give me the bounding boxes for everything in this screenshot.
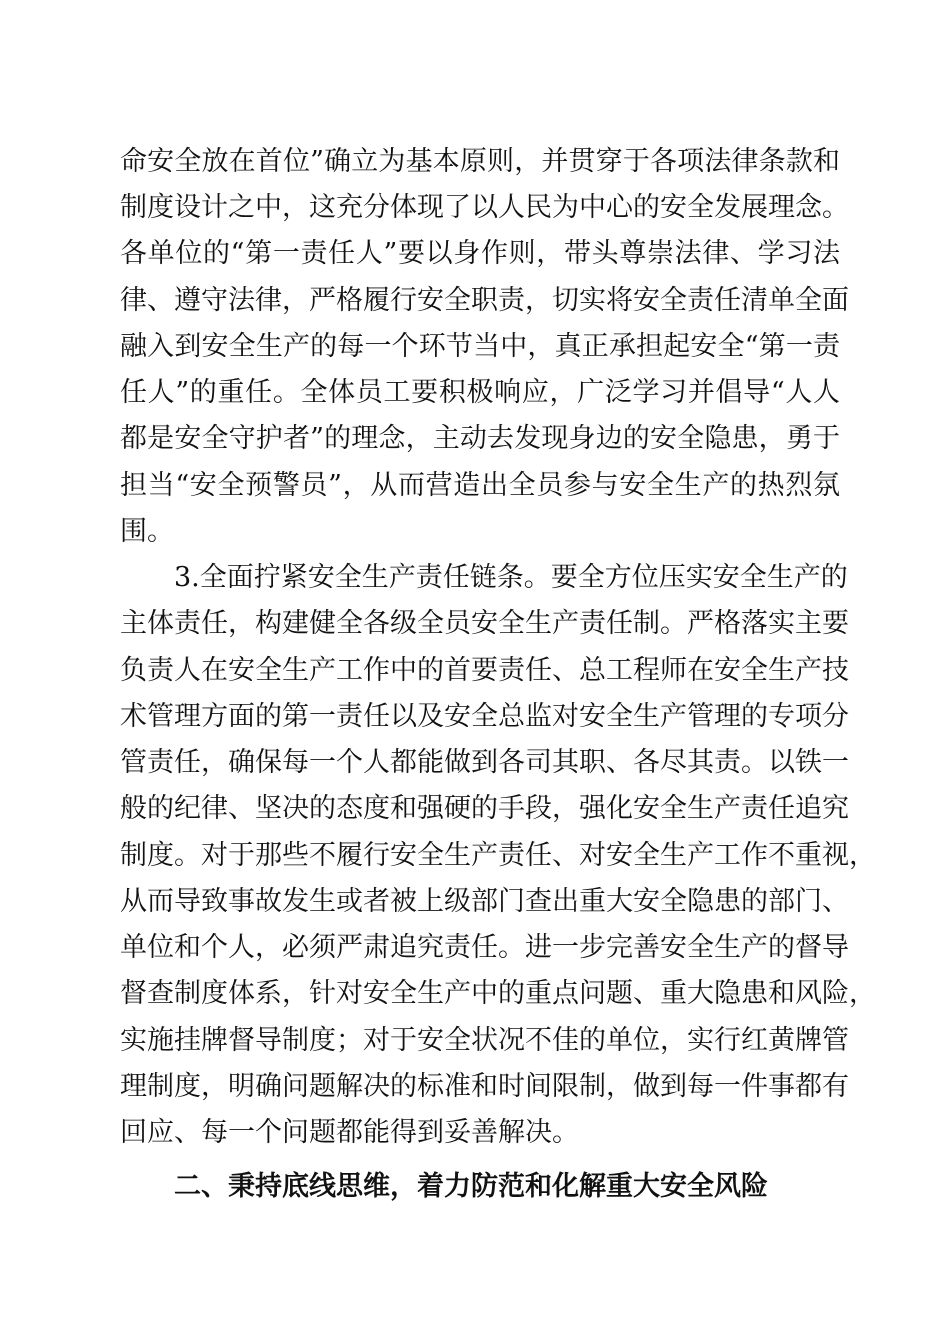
text-line-13: 术管理方面的第一责任以及安全总监对安全生产管理的专项分 <box>120 701 849 732</box>
text-line-22: 回应、每一个问题都能得到妥善解决。 <box>120 1117 579 1148</box>
text-line-16: 制度。对于那些不履行安全生产责任、对安全生产工作不重视， <box>120 840 876 871</box>
paragraph-3-first-line: 3.全面拧紧安全生产责任链条。要全方位压实安全生产的 <box>174 562 848 593</box>
text-line-20: 实施挂牌督导制度；对于安全状况不佳的单位，实行红黄牌管 <box>120 1025 849 1056</box>
text-line-17: 从而导致事故发生或者被上级部门查出重大安全隐患的部门、 <box>120 886 849 917</box>
text-line-15: 般的纪律、坚决的态度和强硬的手段，强化安全生产责任追究 <box>120 793 849 824</box>
text-line-1: 命安全放在首位”确立为基本原则，并贯穿于各项法律条款和 <box>120 146 840 177</box>
text-line-21: 理制度，明确问题解决的标准和时间限制，做到每一件事都有 <box>120 1071 849 1102</box>
text-line-4: 律、遵守法律，严格履行安全职责，切实将安全责任清单全面 <box>120 285 849 316</box>
text-line-7: 都是安全守护者”的理念，主动去发现身边的安全隐患，勇于 <box>120 423 840 454</box>
text-line-3: 各单位的“第一责任人”要以身作则，带头尊崇法律、学习法 <box>120 238 840 269</box>
text-line-9: 围。 <box>120 516 174 547</box>
text-line-18: 单位和个人，必须严肃追究责任。进一步完善安全生产的督导 <box>120 932 849 963</box>
text-line-14: 管责任，确保每一个人都能做到各司其职、各尽其责。以铁一 <box>120 747 849 778</box>
text-line-2: 制度设计之中，这充分体现了以人民为中心的安全发展理念。 <box>120 192 849 223</box>
text-line-19: 督查制度体系，针对安全生产中的重点问题、重大隐患和风险， <box>120 978 876 1009</box>
section-heading: 二、秉持底线思维，着力防范和化解重大安全风险 <box>174 1171 768 1202</box>
text-line-12: 负责人在安全生产工作中的首要责任、总工程师在安全生产技 <box>120 655 849 686</box>
text-line-5: 融入到安全生产的每一个环节当中，真正承担起安全“第一责 <box>120 331 840 362</box>
text-line-8: 担当“安全预警员”，从而营造出全员参与安全生产的热烈氛 <box>120 470 840 501</box>
text-line-6: 任人”的重任。全体员工要积极响应，广泛学习并倡导“人人 <box>120 377 840 408</box>
text-line-11: 主体责任，构建健全各级全员安全生产责任制。严格落实主要 <box>120 608 849 639</box>
